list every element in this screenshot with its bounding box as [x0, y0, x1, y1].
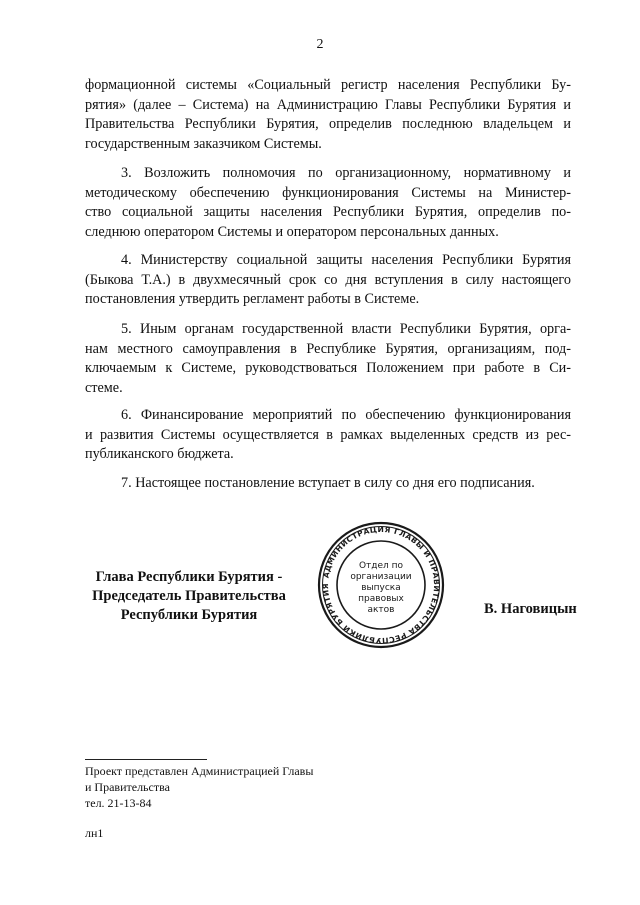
footnote-line: Проект представлен Администрацией Главы [85, 764, 314, 778]
signatory-title-line: Председатель Правительства [92, 588, 286, 604]
footnote-line: и Правительства [85, 780, 170, 794]
stamp-center-line: правовых [358, 594, 404, 604]
text-line: следнюю оператором Системы и оператором персональных данных. [85, 223, 499, 240]
footnote-line: тел. 21-13-84 [85, 796, 152, 810]
text-line: рятия» (далее – Система) на Администрацию Главы Республики Бурятия и [85, 96, 571, 113]
paragraph-item-5 [85, 320, 571, 398]
stamp-center-line: Отдел по [358, 561, 404, 571]
stamp-center-text [350, 561, 411, 615]
official-stamp [316, 520, 446, 650]
paragraph-item-6 [85, 406, 571, 465]
paragraph-item-3 [85, 164, 571, 242]
text-line: ключаемым к Системе, руководствоваться Положением при работе в Си- [85, 360, 571, 376]
footnote-divider [85, 759, 207, 760]
paragraph-registry-admin [85, 76, 571, 154]
text-line: стеме. [85, 379, 123, 396]
text-line: ство социальной защиты населения Республики Бурятия, определив по- [85, 204, 571, 220]
text-line: постановления утвердить регламент работы в Системе. [85, 291, 420, 307]
text-line: формационной системы «Социальный регистр населения Республики Бу- [85, 77, 571, 93]
signatory-title-line: Глава Республики Бурятия - [95, 569, 283, 585]
paragraph-item-7 [85, 474, 571, 494]
footnote [85, 763, 313, 811]
signatory-title [85, 568, 293, 625]
text-line: государственным заказчиком Системы. [85, 135, 322, 152]
stamp-center-line: актов [367, 605, 395, 615]
text-line: (Быкова Т.А.) в двухмесячный срок со дня вступления в силу настоящего [85, 271, 571, 288]
text-line: и развития Системы осуществляется в рамках выделенных средств из рес- [85, 426, 571, 443]
page-number: 2 [316, 37, 324, 52]
text-line: 6. Финансирование мероприятий по обеспечению функционирования [121, 407, 571, 423]
text-line: Правительства Республики Бурятия, определив последнюю владельцем и [85, 116, 571, 132]
text-line: 7. Настоящее постановление вступает в силу со дня его подписания. [121, 475, 535, 491]
stamp-center-line: организации [350, 572, 412, 582]
text-line: 4. Министерству социальной защиты населения Республики Бурятия [121, 252, 571, 268]
text-line: 5. Иным органам государственной власти Республики Бурятия, орга- [121, 321, 571, 337]
text-line: методическому обеспечению функционирования Системы на Министер- [85, 184, 571, 201]
text-line: 3. Возложить полномочия по организационному, нормативному и [121, 165, 571, 181]
document-code: лн1 [85, 826, 104, 840]
signatory-title-line: Республики Бурятия [120, 607, 258, 623]
stamp-ring-text: АДМИНИСТРАЦИЯ ГЛАВЫ И ПРАВИТЕЛЬСТВА РЕСПУБЛИКИ БУРЯТИЯ [320, 524, 442, 646]
signatory-name: В. Наговицын [484, 601, 577, 617]
paragraph-item-4 [85, 251, 571, 310]
text-line: нам местного самоуправления в Республике Бурятия, организациям, под- [85, 340, 571, 357]
text-line: публиканского бюджета. [85, 446, 234, 462]
stamp-center-line: выпуска [361, 583, 401, 593]
